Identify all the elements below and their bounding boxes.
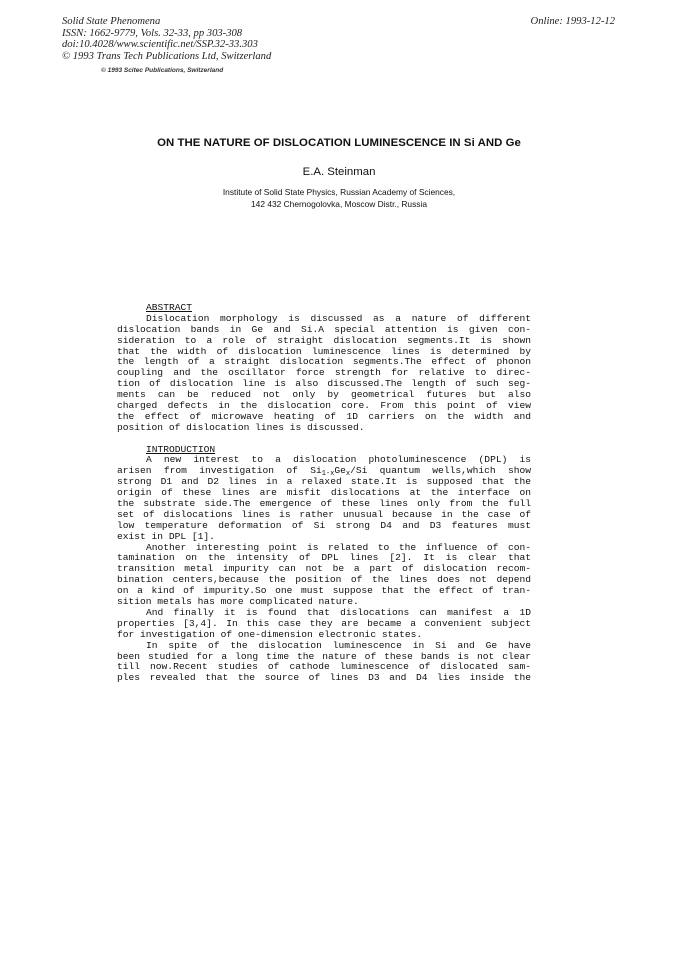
intro-line: transition metal impurity can not be a part of dislocation recom- bbox=[117, 563, 531, 575]
abstract-line: the effect of microwave heating of 1D carriers on the width and bbox=[117, 410, 531, 422]
abstract-line: position of dislocation lines is discussed. bbox=[117, 421, 365, 433]
intro-line: exist in DPL [1]. bbox=[117, 530, 215, 542]
intro-line: for investigation of one-dimension electronic states. bbox=[117, 628, 423, 640]
formula-subscript-1: 1-x bbox=[321, 470, 335, 479]
abstract-line: tion of dislocation line is also discussed.The length of such seg- bbox=[117, 378, 531, 390]
paper-body bbox=[117, 303, 531, 684]
intro-line: on a kind of impurity.So one must suppose that the effect of tran- bbox=[117, 585, 531, 597]
intro-line: been studied for a long time the nature of these bands is not clear bbox=[117, 650, 531, 662]
affiliation-line-1: Institute of Solid State Physics, Russian Academy of Sciences, bbox=[222, 187, 456, 197]
intro-line: the substrate side.The emergence of these lines only from the full bbox=[117, 498, 531, 510]
intro-line: In spite of the dislocation luminescence in Si and Ge have bbox=[146, 639, 531, 651]
formula-text-pre: arisen from investigation of Si bbox=[117, 465, 322, 477]
abstract-line: the length of a straight dislocation segments.The effect of phonon bbox=[117, 356, 531, 368]
intro-line: set of dislocations lines is rather unusual because in the case of bbox=[117, 508, 531, 520]
abstract-line: that the width of dislocation luminescence lines is determined by bbox=[117, 345, 531, 357]
intro-line: properties [3,4]. In this case they are became a convenient subject bbox=[117, 617, 531, 629]
intro-line: sition metals has more complicated nature. bbox=[117, 596, 359, 608]
intro-line: And finally it is found that dislocations can manifest a 1D bbox=[146, 606, 531, 618]
abstract-line: dislocation bands in Ge and Si.A special attention is given con- bbox=[117, 323, 531, 335]
abstract-line: Dislocation morphology is discussed as a nature of different bbox=[146, 312, 531, 324]
formula-subscript-2: x bbox=[345, 470, 351, 479]
abstract-line: sideration to a role of straight dislocation segments.It is shown bbox=[117, 334, 531, 346]
intro-line: ples revealed that the source of lines D3 and D4 lies inside the bbox=[117, 672, 531, 684]
paragraph-gap bbox=[117, 434, 531, 445]
intro-line: bination centers,because the position of the lines does not depend bbox=[117, 574, 531, 586]
abstract-line: ments can be reduced not only by geometrical futures but also bbox=[117, 389, 531, 401]
abstract-heading: ABSTRACT bbox=[146, 302, 193, 313]
journal-name: Solid State Phenomena bbox=[62, 16, 161, 27]
paper-author: E.A. Steinman bbox=[302, 166, 376, 178]
formula-text-mid: Ge bbox=[334, 465, 346, 477]
intro-line: origin of these lines are misfit dislocations at the interface on bbox=[117, 487, 531, 499]
intro-line: low temperature deformation of Si strong D4 and D3 features must bbox=[117, 519, 531, 531]
scitec-copyright: © 1993 Scitec Publications, Switzerland bbox=[101, 67, 224, 74]
intro-line: strong D1 and D2 lines in a relaxed state.It is supposed that the bbox=[117, 476, 531, 488]
abstract-line: coupling and the oscillator force strength for relative to direc- bbox=[117, 367, 531, 379]
doi-line: doi:10.4028/www.scientific.net/SSP.32-33.303 bbox=[62, 39, 258, 50]
copyright-line: © 1993 Trans Tech Publications Ltd, Switzerland bbox=[62, 50, 272, 62]
journal-header bbox=[62, 16, 271, 62]
intro-line: Another interesting point is related to the influence of con- bbox=[146, 541, 531, 553]
author-affiliation bbox=[0, 186, 678, 210]
affiliation-line-2: 142 432 Chernogolovka, Moscow Distr., Russia bbox=[251, 199, 427, 209]
online-date: Online: 1993-12-12 bbox=[530, 16, 615, 27]
paper-title: ON THE NATURE OF DISLOCATION LUMINESCENCE IN Si AND Ge bbox=[157, 137, 521, 149]
intro-line: A new interest to a dislocation photoluminescence (DPL) is bbox=[146, 454, 531, 466]
introduction-heading: INTRODUCTION bbox=[146, 443, 216, 455]
intro-line: tamination on the intensity of DPL lines [2]. It is clear that bbox=[117, 552, 531, 564]
abstract-line: charged defects in the dislocation core. From this point of view bbox=[117, 400, 531, 412]
formula-text-post: /Si quantum wells,which show bbox=[350, 465, 531, 477]
issn-line: ISSN: 1662-9779, Vols. 32-33, pp 303-308 bbox=[62, 27, 243, 39]
intro-line: till now.Recent studies of cathode luminescence of dislocated sam- bbox=[117, 661, 531, 673]
